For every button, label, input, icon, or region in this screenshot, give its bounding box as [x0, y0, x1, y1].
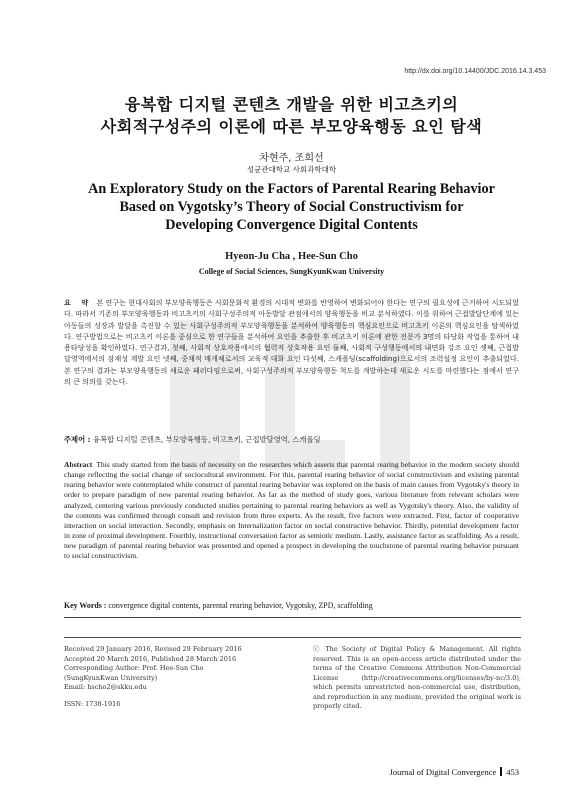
author-institution: (SungKyunKwan University) [64, 673, 158, 682]
korean-keywords-label: 주제어 : [64, 435, 91, 444]
korean-authors: 차현주, 조희선 [259, 153, 324, 164]
korean-title-line-1: 융복합 디지털 콘텐츠 개발을 위한 비고츠키의 [124, 95, 459, 114]
korean-keywords-text: 융복합 디지털 콘텐츠, 부모양육행동, 비고츠키, 근접발달영역, 스캐폴딩 [92, 435, 321, 444]
english-title-line-3: Developing Convergence Digital Contents [165, 217, 418, 233]
doi-link[interactable]: http://dx.doi.org/10.14400/JDC.2016.14.3.453 [404, 68, 546, 75]
english-keywords-text: convergence digital contents, parental rearing behavior, Vygotsky, ZPD, scaffolding [108, 601, 373, 610]
english-keywords-label: Key Words : [64, 601, 107, 610]
divider-bottom [64, 637, 521, 638]
corresponding-author: Corresponding Author: Prof. Hee-Sun Cho [64, 664, 204, 672]
journal-name: Journal of Digital Convergence [389, 767, 497, 777]
english-title-line-1: An Exploratory Study on the Factors of Parental Rearing Behavior [88, 181, 495, 197]
korean-abstract-label: 요 약 [64, 298, 93, 307]
english-abstract-text: This study started from the basis of necessity on the researches which asserts that parental rearing behavior in the modern society should change reflecting the social change of sociocultural environment. For this, parental rearing behavior of social constructivism and existing parental rearing behavior were contemplated while construct of parental rearing behavior was explored on the basis of main causes from Vygotsky's theory in order to prepare paradigm of new parental rearing behavior. As far as the method of study goes, various literature from relevant scholars were analyzed, centering various previously conducted studies pertaining to parental rearing behaviors as well as Vygotsky's theory. Also, the validity of the contents was confirmed through consult and revision from three experts. As the result, five factors were extracted. First, factor of cooperative interaction on social interaction. Secondly, emphasis on Internalization factor on social constructive behavior. Thirdly, potential development factor in zone of proximal development. Fourthly, instructional conversation factor as semiotic medium. Lastly, assistance factor as scaffolding. As a result, new paradigm of parental rearing behavior was presented and opened a prospect in developing the touchstone of parental rearing behavior pursuant to social constructivism. [64, 460, 519, 561]
article-dates-1: Received 29 January 2016, Revised 29 February 2016 [64, 645, 242, 653]
article-dates-2: Accepted 20 March 2016, Published 28 March 2016 [64, 654, 237, 663]
article-info [64, 645, 274, 709]
english-abstract-label: Abstract [64, 460, 93, 469]
korean-abstract-text: 본 연구는 현대사회의 부모양육행동은 사회문화적 환경의 시대적 변화를 반영하여 변화되어야 한다는 연구의 필요성에 근거하여 시도되었다. 따라서 기존의 부모양육행동과 비고츠키의 사회구성주의적 아동발달 관점에서의 양육행동을 비교 분석하였다. 이를 위하여 근접발달단계에 있는 아동들의 성장과 발달을 촉진할 수 있는 사회구성주의적 부모양육행동을 분석하여 양육행동의 핵심요인으로 비고츠키 이론의 핵심요인을 탐색하였다. 연구방법으로는 비고츠키 이론을 중심으로 한 연구들을 분석하여 요인을 추출한 후 비고츠키 이론에 관한 전문가 3명의 타당화 작업을 통하여 내용타당성을 확인하였다. 연구결과, 첫째, 사회적 상호작용에서의 협력적 상호작용 요인 둘째, 사회적 구성행동에서의 내면화 강조 요인 셋째, 근접발달영역에서의 잠재성 계발 요인 넷째, 중재적 매개체로서의 교육적 대화 요인 다섯째, 스캐폴딩(scaffolding)으로서의 조력설정 요인이 추출되었다. 본 연구의 결과는 부모양육행동의 새로운 패러다임으로써, 사회구성주의적 부모양육행동 척도를 개발하는데 새로운 시도를 마련했다는 점에서 연구의 큰 의의를 갖는다. [64, 298, 519, 387]
page-footer [389, 767, 519, 777]
korean-affiliation: 성균관대학교 사회과학대학 [246, 165, 337, 174]
korean-title-line-2: 사회적구성주의 이론에 따른 부모양육행동 요인 탐색 [100, 117, 483, 136]
english-keywords [64, 601, 519, 610]
english-abstract [64, 460, 519, 562]
korean-keywords [64, 435, 519, 445]
english-title-line-2: Based on Vygotsky’s Theory of Social Constructivism for [119, 199, 464, 215]
issn: ISSN: 1738-1916 [64, 699, 121, 708]
license-notice: ⓒ The Society of Digital Policy & Management. All rights reserved. This is an open-access article distributed under the terms of the Creative Commons Attribution Non-Commercial License (http://creativecommons.org/licenses/by-nc/3.0), which permits unrestricted non-commercial use, distribution, and reproduction in any medium, provided the original work is properly cited. [313, 645, 521, 710]
footer-separator [500, 767, 502, 776]
english-authors: Hyeon-Ju Cha , Hee-Sun Cho [225, 251, 358, 262]
divider-top [64, 617, 521, 618]
author-email[interactable]: Email: hscho2@skku.edu [64, 683, 147, 691]
korean-abstract [64, 297, 519, 387]
page-number: 453 [506, 767, 519, 777]
english-affiliation: College of Social Sciences, SungKyunKwan University [198, 267, 385, 276]
